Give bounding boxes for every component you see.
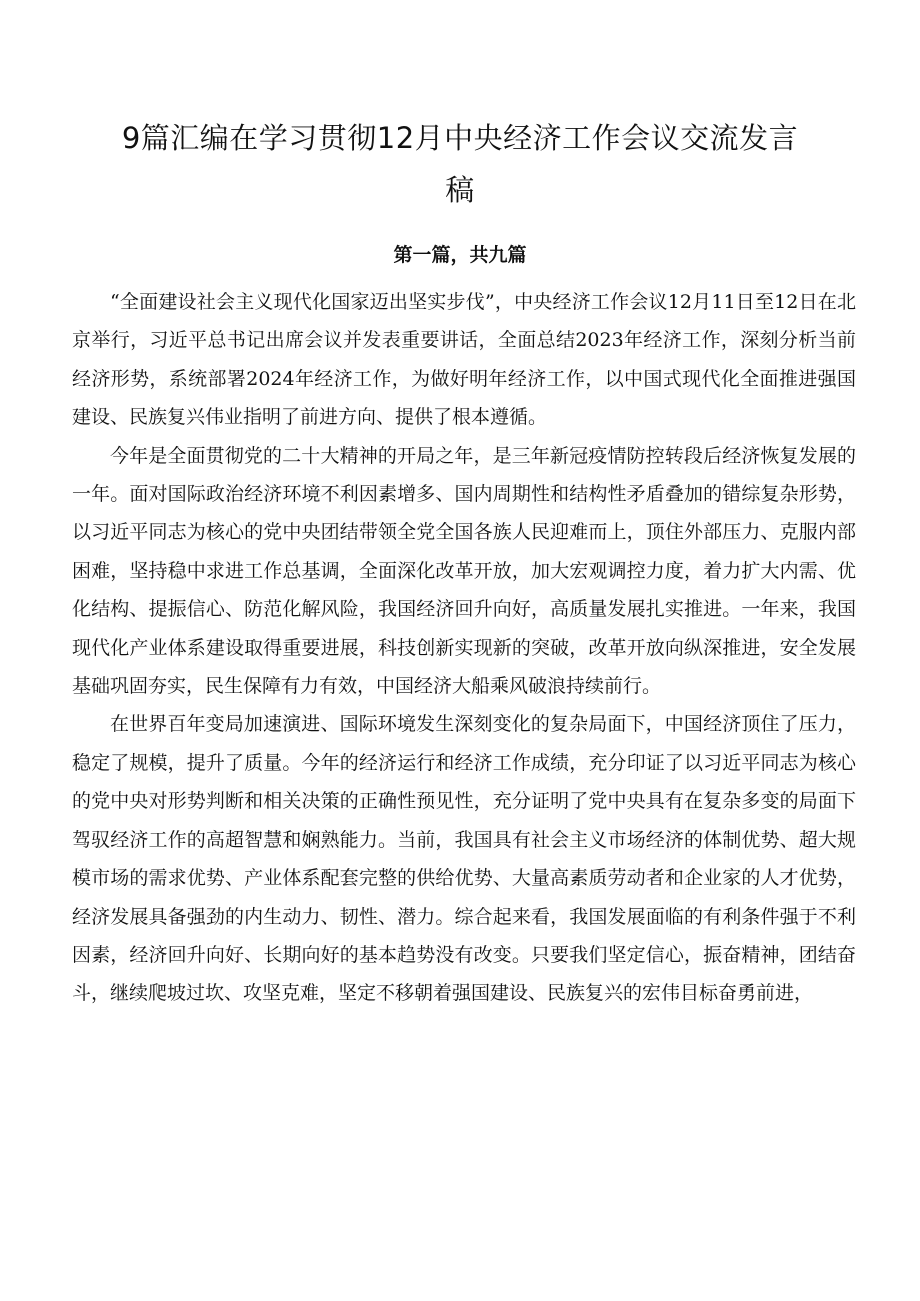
- document-body: [72, 283, 856, 1013]
- body-paragraph-3: 在世界百年变局加速演进、国际环境发生深刻变化的复杂局面下，中国经济顶住了压力，稳定了规模，提升了质量。今年的经济运行和经济工作成绩，充分印证了以习近平同志为核心的党中央对形势判断和相关决策的正确性预见性，充分证明了党中央具有在复杂多变的局面下驾驭经济工作的高超智慧和娴熟能力。当前，我国具有社会主义市场经济的体制优势、超大规模市场的需求优势、产业体系配套完整的供给优势、大量高素质劳动者和企业家的人才优势，经济发展具备强劲的内生动力、韧性、潜力。综合起来看，我国发展面临的有利条件强于不利因素，经济回升向好、长期向好的基本趋势没有改变。只要我们坚定信心，振奋精神，团结奋斗，继续爬坡过坎、攻坚克难，坚定不移朝着强国建设、民族复兴的宏伟目标奋勇前进，: [72, 713, 856, 1005]
- body-paragraph-2: 今年是全面贯彻党的二十大精神的开局之年，是三年新冠疫情防控转段后经济恢复发展的一年。面对国际政治经济环境不利因素增多、国内周期性和结构性矛盾叠加的错综复杂形势，以习近平同志为核心的党中央团结带领全党全国各族人民迎难而上，顶住外部压力、克服内部困难，坚持稳中求进工作总基调，全面深化改革开放，加大宏观调控力度，着力扩大内需、优化结构、提振信心、防范化解风险，我国经济回升向好，高质量发展扎实推进。一年来，我国现代化产业体系建设取得重要进展，科技创新实现新的突破，改革开放向纵深推进，安全发展基础巩固夯实，民生保障有力有效，中国经济大船乘风破浪持续前行。: [72, 444, 856, 698]
- document-title: 9篇汇编在学习贯彻12月中央经济工作会议交流发言稿: [121, 121, 799, 207]
- section-heading: 第一篇，共九篇: [393, 244, 527, 266]
- body-paragraph-1: “全面建设社会主义现代化国家迈出坚实步伐”，中央经济工作会议12月11日至12日在北京举行，习近平总书记出席会议并发表重要讲话，全面总结2023年经济工作，深刻分析当前经济形势，系统部署2024年经济工作，为做好明年经济工作，以中国式现代化全面推进强国建设、民族复兴伟业指明了前进方向、提供了根本遵循。: [72, 291, 856, 429]
